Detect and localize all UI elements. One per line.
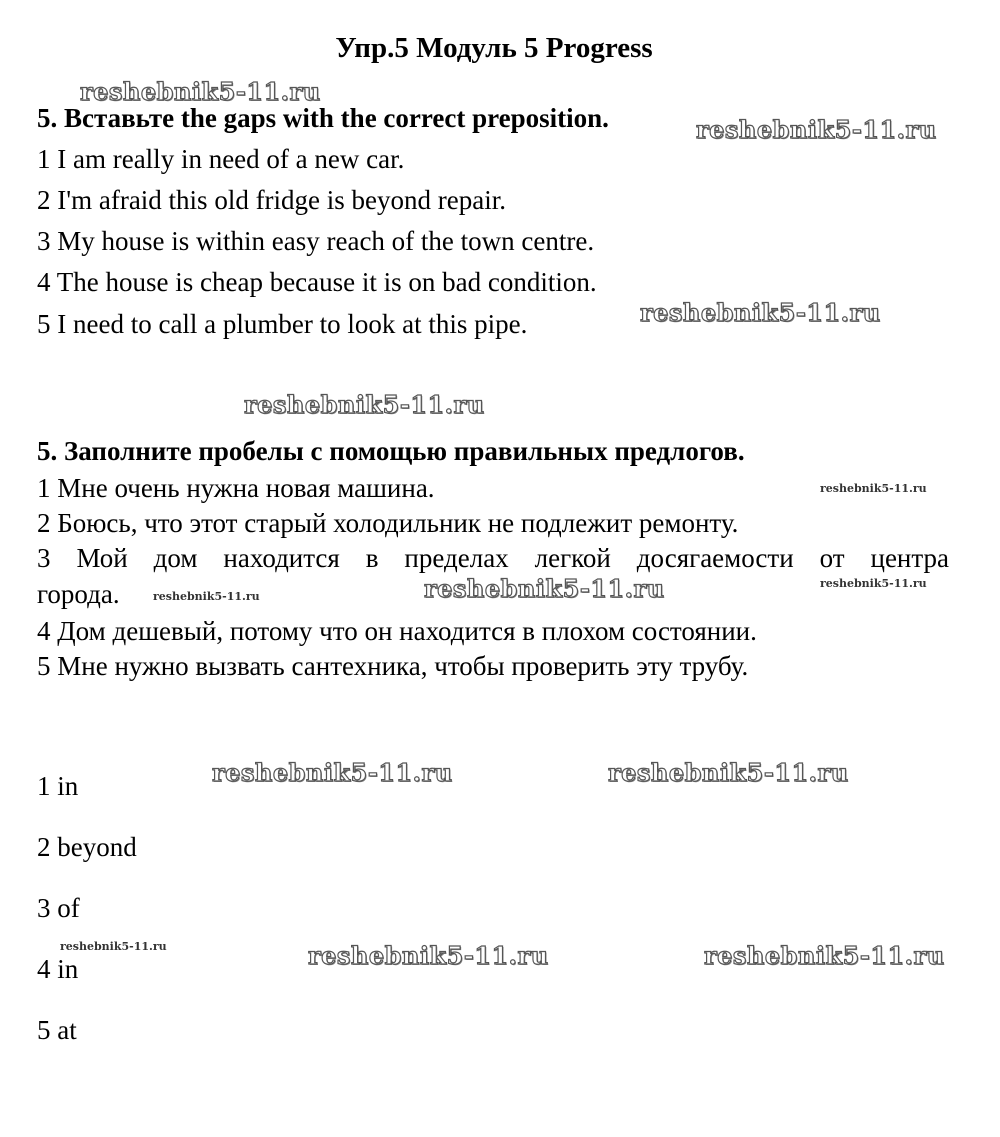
answer-2: 2 beyond bbox=[37, 832, 137, 862]
answer-3: 3 of bbox=[37, 893, 80, 923]
russian-sentence-4: 4 Дом дешевый, потому что он находится в плохом состоянии. bbox=[37, 616, 757, 646]
page-title: Упр.5 Модуль 5 Progress bbox=[335, 32, 653, 64]
watermark: reshebnik5-11.ru bbox=[424, 574, 665, 603]
russian-heading: 5. Заполните пробелы с помощью правильных предлогов. bbox=[37, 436, 745, 466]
russian-sentence-3-line-1: 3 Мой дом находится в пределах легкой досягаемости от центра bbox=[37, 543, 949, 573]
russian-sentence-3-line-2: города. bbox=[37, 579, 120, 609]
english-heading: 5. Вставьте the gaps with the correct preposition. bbox=[37, 103, 609, 133]
answer-4: 4 in bbox=[37, 954, 79, 984]
english-sentence-1: 1 I am really in need of a new car. bbox=[37, 144, 405, 174]
watermark: reshebnik5-11.ru bbox=[704, 941, 945, 970]
watermark: reshebnik5-11.ru bbox=[820, 482, 927, 495]
watermark: reshebnik5-11.ru bbox=[244, 390, 485, 419]
russian-sentence-1: 1 Мне очень нужна новая машина. bbox=[37, 473, 435, 503]
answer-5: 5 at bbox=[37, 1015, 77, 1045]
english-sentence-4: 4 The house is cheap because it is on bad condition. bbox=[37, 267, 597, 297]
watermark: reshebnik5-11.ru bbox=[308, 941, 549, 970]
watermark: reshebnik5-11.ru bbox=[640, 298, 881, 327]
watermark: reshebnik5-11.ru bbox=[696, 115, 937, 144]
answer-1: 1 in bbox=[37, 771, 79, 801]
english-sentence-3: 3 My house is within easy reach of the town centre. bbox=[37, 226, 595, 256]
english-sentence-5: 5 I need to call a plumber to look at this pipe. bbox=[37, 309, 528, 339]
watermark: reshebnik5-11.ru bbox=[80, 77, 321, 106]
watermark: reshebnik5-11.ru bbox=[820, 577, 927, 590]
watermark: reshebnik5-11.ru bbox=[60, 940, 167, 953]
watermark: reshebnik5-11.ru bbox=[153, 590, 260, 603]
english-sentence-2: 2 I'm afraid this old fridge is beyond repair. bbox=[37, 185, 506, 215]
russian-sentence-5: 5 Мне нужно вызвать сантехника, чтобы проверить эту трубу. bbox=[37, 651, 749, 681]
russian-sentence-2: 2 Боюсь, что этот старый холодильник не подлежит ремонту. bbox=[37, 508, 739, 538]
watermark: reshebnik5-11.ru bbox=[212, 758, 453, 787]
watermark: reshebnik5-11.ru bbox=[608, 758, 849, 787]
